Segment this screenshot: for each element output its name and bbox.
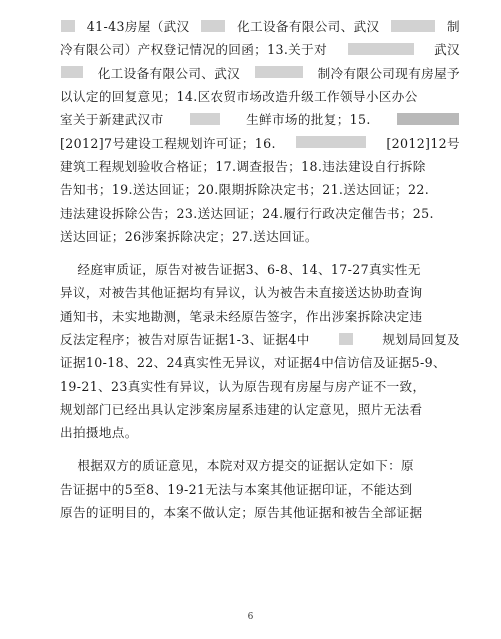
- redaction: [391, 20, 435, 32]
- text-line-9: 违法建设拆除公告；23.送达回证；24.履行行政决定催告书；25.: [60, 205, 434, 221]
- paragraph-gap: [60, 247, 460, 257]
- redaction: [296, 136, 366, 148]
- text-line-3: 化工设备有限公司、武汉 制冷有限公司现有房屋予: [60, 61, 460, 84]
- redaction: [61, 20, 75, 32]
- text-line-12: 异议，对被告其他证据均有异议，认为被告未直接送达协助查询: [60, 285, 423, 301]
- text-line-2: 冷有限公司）产权登记情况的回函；13.关于对 武汉: [60, 42, 460, 58]
- text-line-6: [2012]7号建设工程规划许可证；16. [2012]12号: [60, 135, 460, 151]
- paragraph-gap: [60, 443, 460, 453]
- redaction: [397, 113, 459, 125]
- text-line-15: 证据10-18、22、24真实性无异议，对证据4中信访信及证据5-9、: [60, 355, 446, 371]
- body-text: [60, 14, 460, 523]
- redaction: [190, 113, 220, 125]
- text-line-10: 送达回证；26涉案拆除决定；27.送达回证。: [60, 228, 318, 244]
- text-line-7: 建筑工程规划验收合格证；17.调查报告；18.违法建设自行拆除: [60, 158, 426, 174]
- text-line-11: 经庭审质证，原告对被告证据3、6-8、14、17-27真实性无: [60, 262, 421, 278]
- redaction: [255, 66, 303, 78]
- text-line-19: 根据双方的质证意见，本院对双方提交的证据认定如下：原: [60, 458, 414, 474]
- text-line-1: 41-43房屋（武汉 化工设备有限公司、武汉 制: [60, 14, 460, 37]
- text-line-4: 以认定的回复意见；14.区农贸市场改造升级工作领导小区办公: [60, 89, 418, 105]
- text-line-14: 反法定程序；被告对原告证据1-3、证据4中 规划局回复及: [60, 332, 460, 347]
- redaction: [339, 333, 353, 345]
- page-number: 6: [247, 612, 254, 622]
- text-line-5: 室关于新建武汉市 生鲜市场的批复；15.: [60, 107, 460, 130]
- text-line-18: 出拍摄地点。: [60, 425, 138, 441]
- redaction: [348, 43, 414, 55]
- text-line-20: 告证据中的5至8、19-21无法与本案其他证据印证，不能达到: [60, 481, 413, 497]
- redaction: [201, 20, 225, 32]
- redaction: [61, 66, 83, 78]
- text-line-8: 告知书；19.送达回证；20.限期拆除决定书；21.送达回证；22.: [60, 182, 430, 198]
- text-line-13: 通知书，未实地勘测，笔录未经原告签字，作出涉案拆除决定违: [60, 308, 423, 324]
- text-line-21: 原告的证明目的，本案不做认定；原告其他证据和被告全部证据: [60, 505, 423, 521]
- text-line-17: 规划部门已经出具认定涉案房屋系违建的认定意见，照片无法看: [60, 401, 423, 417]
- text-line-16: 19-21、23真实性有异议，认为原告现有房屋与房产证不一致，: [60, 378, 426, 394]
